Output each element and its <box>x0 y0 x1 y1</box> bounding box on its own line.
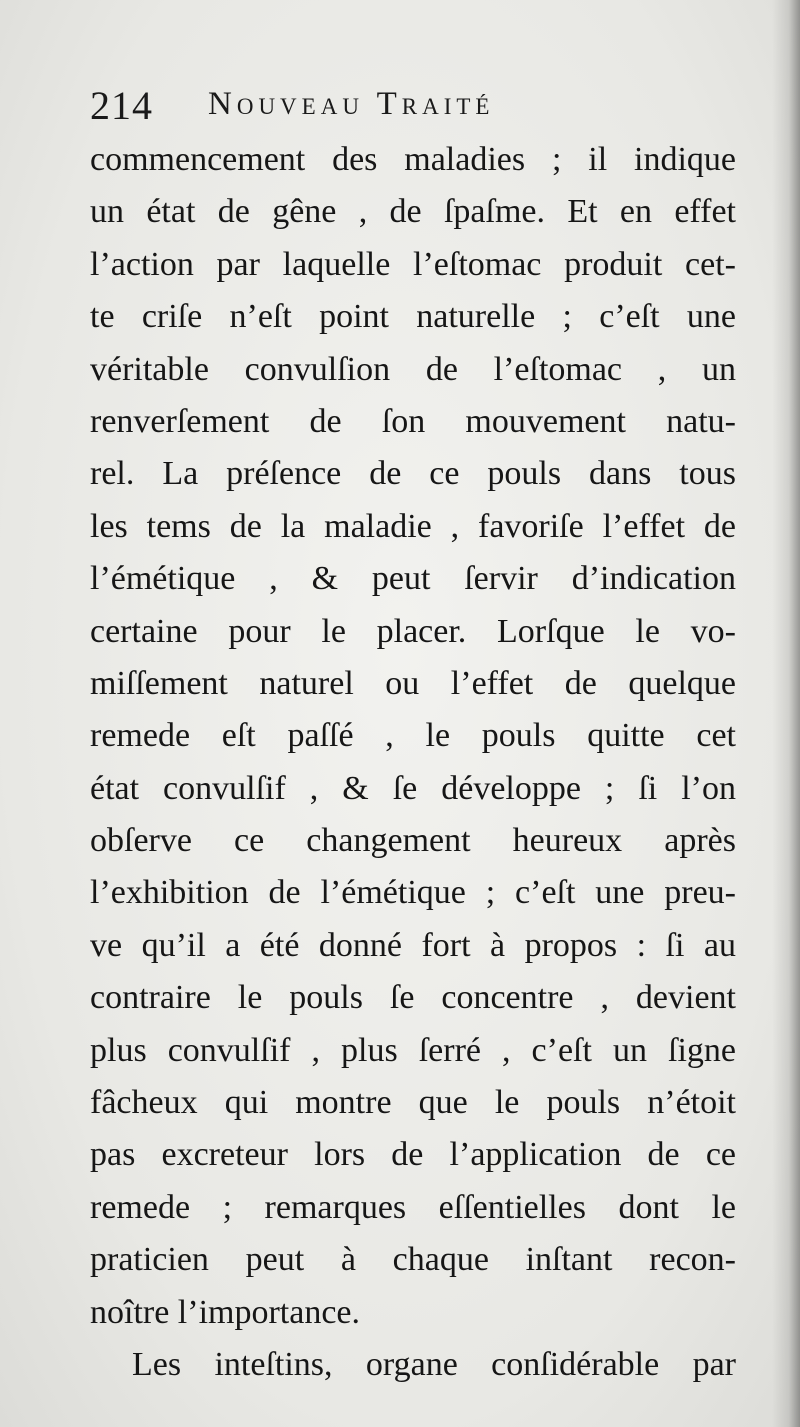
text-line: l’exhibition de l’émétique ; c’eſt une preu- <box>90 874 736 912</box>
text-line: te criſe n’eſt point naturelle ; c’eſt une <box>90 298 736 336</box>
text-line: l’action par laquelle l’eſtomac produit cet- <box>90 245 736 283</box>
text-line: les tems de la maladie , favoriſe l’effet de <box>90 507 736 545</box>
text-line: état convulſif , & ſe développe ; ſi l’on <box>90 769 736 807</box>
page-header <box>90 80 740 130</box>
text-line: remede eſt paſſé , le pouls quitte cet <box>90 717 736 755</box>
text-line: remede ; remarques eſſentielles dont le <box>90 1188 736 1226</box>
text-line: commencement des maladies ; il indique <box>90 141 736 178</box>
text-line: obſerve ce changement heureux après <box>90 822 736 860</box>
text-line: miſſement naturel ou l’effet de quelque <box>90 664 736 702</box>
text-line: véritable convulſion de l’eſtomac , un <box>90 350 736 388</box>
text-line: certaine pour le placer. Lorſque le vo- <box>90 612 736 650</box>
paragraph-start-line: Les inteſtins, organe conſidérable par <box>132 1345 736 1383</box>
running-title: Nouveau Traité <box>208 86 495 122</box>
text-line: un état de gêne , de ſpaſme. Et en effet <box>90 193 736 231</box>
text-line: pas excreteur lors de l’application de ce <box>90 1136 736 1174</box>
page-edge-shadow <box>772 0 800 1427</box>
text-line: contraire le pouls ſe concentre , devient <box>90 979 736 1017</box>
paragraph-end-line: noître l’importance. <box>90 1293 361 1331</box>
body-text <box>90 134 736 1391</box>
text-line: praticien peut à chaque inſtant recon- <box>90 1241 736 1279</box>
text-line: l’émétique , & peut ſervir d’indication <box>90 560 736 598</box>
text-line: rel. La préſence de ce pouls dans tous <box>90 455 736 493</box>
text-line: renverſement de ſon mouvement natu- <box>90 402 736 440</box>
text-line: fâcheux qui montre que le pouls n’étoit <box>90 1084 736 1122</box>
text-line: plus convulſif , plus ſerré , c’eſt un ſigne <box>90 1031 736 1069</box>
page-number: 214 <box>90 83 153 128</box>
text-line: ve qu’il a été donné fort à propos : ſi au <box>90 926 736 964</box>
